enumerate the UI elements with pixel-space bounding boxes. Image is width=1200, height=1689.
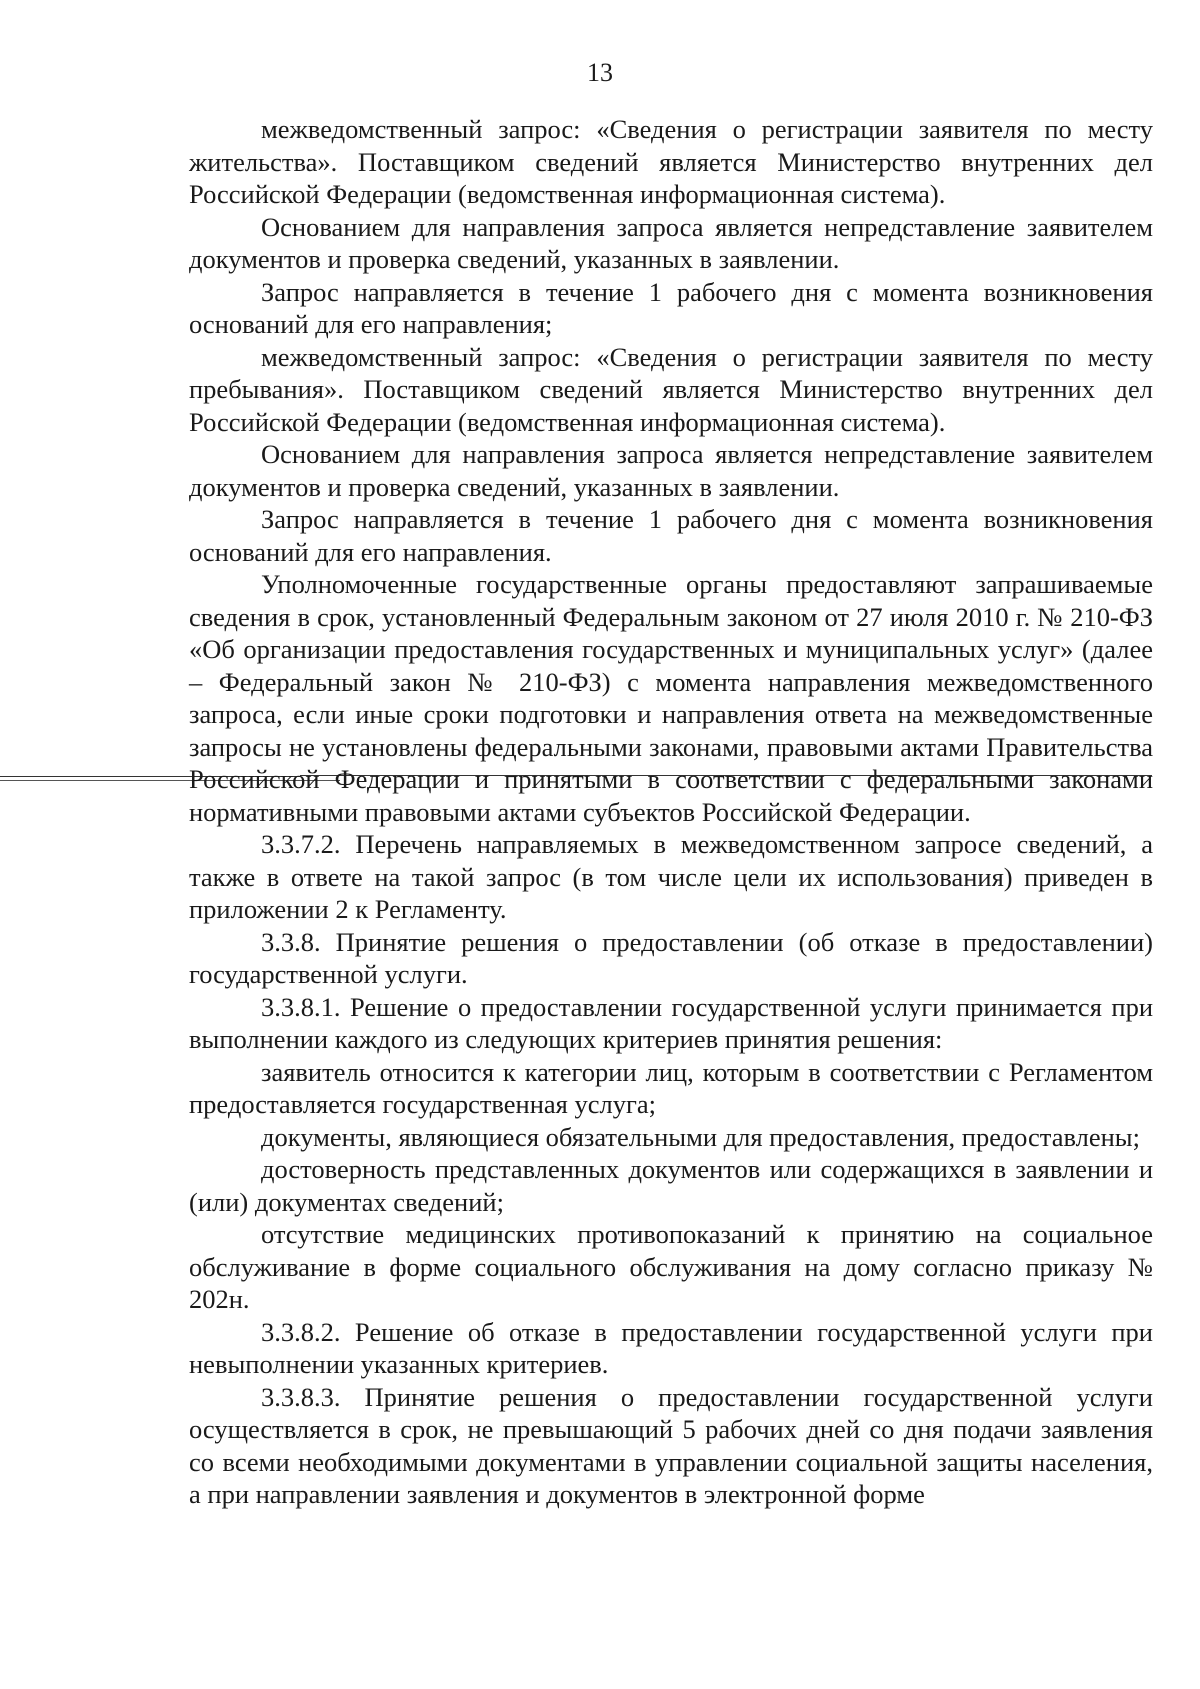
- paragraph: 3.3.8.2. Решение об отказе в предоставлении государственной услуги при невыполнении указанных критериев.: [189, 1316, 1153, 1379]
- paragraph: Основанием для направления запроса является непредставление заявителем документов и проверка сведений, указанных в заявлении.: [189, 211, 1153, 274]
- paragraph: 3.3.8.3. Принятие решения о предоставлении государственной услуги осуществляется в срок, не превышающий 5 рабочих дней со дня подачи заявления со всеми необходимыми документами в управлении социальной защиты населения, а при направлении заявления и документов в электронной форме: [189, 1381, 1153, 1509]
- paragraph: отсутствие медицинских противопоказаний к принятию на социальное обслуживание в форме социального обслуживания на дому согласно приказу № 202н.: [189, 1219, 1153, 1314]
- paragraph: 3.3.8. Принятие решения о предоставлении (об отказе в предоставлении) государственной услуги.: [189, 926, 1153, 989]
- paragraph: документы, являющиеся обязательными для предоставления, предоставлены;: [261, 1121, 1140, 1152]
- paragraph: 3.3.8.1. Решение о предоставлении государственной услуги принимается при выполнении каждого из следующих критериев принятия решения:: [189, 991, 1153, 1054]
- paragraph: заявитель относится к категории лиц, которым в соответствии с Регламентом предоставляется государственная услуга;: [189, 1056, 1153, 1119]
- paragraph: межведомственный запрос: «Сведения о регистрации заявителя по месту пребывания». Поставщиком сведений является Министерство внутренних дел Российской Федерации (ведомственная информационная система).: [189, 341, 1153, 437]
- paragraph: достоверность представленных документов или содержащихся в заявлении и (или) документах сведений;: [189, 1154, 1153, 1217]
- paragraph: Уполномоченные государственные органы предоставляют запрашиваемые сведения в срок, установленный Федеральным законом от 27 июля 2010 г. № 210-ФЗ «Об организации предоставления государственных и муниципальных услуг» (далее – Федеральный закон № 210-ФЗ) с момента направления межведомственного запроса, если иные сроки подготовки и направления ответа на межведомственные запросы не установлены федеральными законами, правовыми актами Правительства Российской Федерации и принятыми в соответствии с федеральными законами нормативными правовыми актами субъектов Российской Федерации.: [189, 569, 1153, 827]
- page-number: 13: [587, 58, 613, 87]
- paragraph: Запрос направляется в течение 1 рабочего дня с момента возникновения оснований для его направления;: [189, 276, 1153, 339]
- document-body: [189, 113, 1153, 1511]
- paragraph: Запрос направляется в течение 1 рабочего дня с момента возникновения оснований для его направления.: [189, 504, 1153, 567]
- paragraph: межведомственный запрос: «Сведения о регистрации заявителя по месту жительства». Поставщиком сведений является Министерство внутренних дел Российской Федерации (ведомственная информационная система).: [189, 114, 1153, 209]
- paragraph: 3.3.7.2. Перечень направляемых в межведомственном запросе сведений, а также в ответе на такой запрос (в том числе цели их использования) приведен в приложении 2 к Регламенту.: [189, 829, 1153, 924]
- paragraph: Основанием для направления запроса является непредставление заявителем документов и проверка сведений, указанных в заявлении.: [189, 439, 1153, 502]
